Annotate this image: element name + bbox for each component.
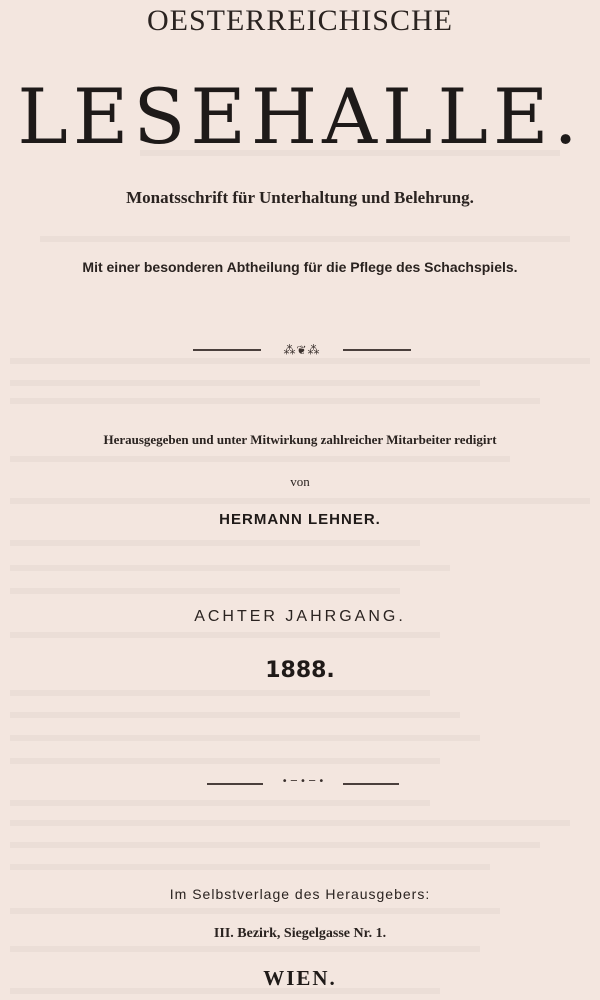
- imprint-address: III. Bezirk, Siegelgasse Nr. 1.: [213, 926, 387, 941]
- editor-von: von: [290, 474, 310, 489]
- editor-intro: Herausgegeben und unter Mitwirkung zahlreicher Mitarbeiter redigirt: [103, 432, 497, 447]
- title-line-oesterreichische: OESTERREICHISCHE: [146, 4, 453, 37]
- volume-label: ACHTER JAHRGANG.: [194, 608, 406, 625]
- small-divider: [207, 776, 399, 788]
- volume-year: 1888.: [265, 658, 335, 683]
- divider-dots-icon: • ─ • ─ •: [281, 776, 325, 787]
- imprint-city: WIEN.: [263, 966, 337, 990]
- subtitle-schach-abtheilung: Mit einer besonderen Abtheilung für die Pflege des Schachspiels.: [82, 259, 518, 275]
- ornamental-divider: [193, 343, 411, 357]
- subtitle-monatsschrift: Monatsschrift für Unterhaltung und Belehrung.: [126, 188, 474, 207]
- ornament-flourish-icon: ⁂❦⁂: [283, 343, 321, 357]
- imprint-publisher: Im Selbstverlage des Herausgebers:: [169, 886, 431, 902]
- title-line-lesehalle: LESEHALLE.: [17, 72, 583, 161]
- editor-name: HERMANN LEHNER.: [219, 511, 381, 528]
